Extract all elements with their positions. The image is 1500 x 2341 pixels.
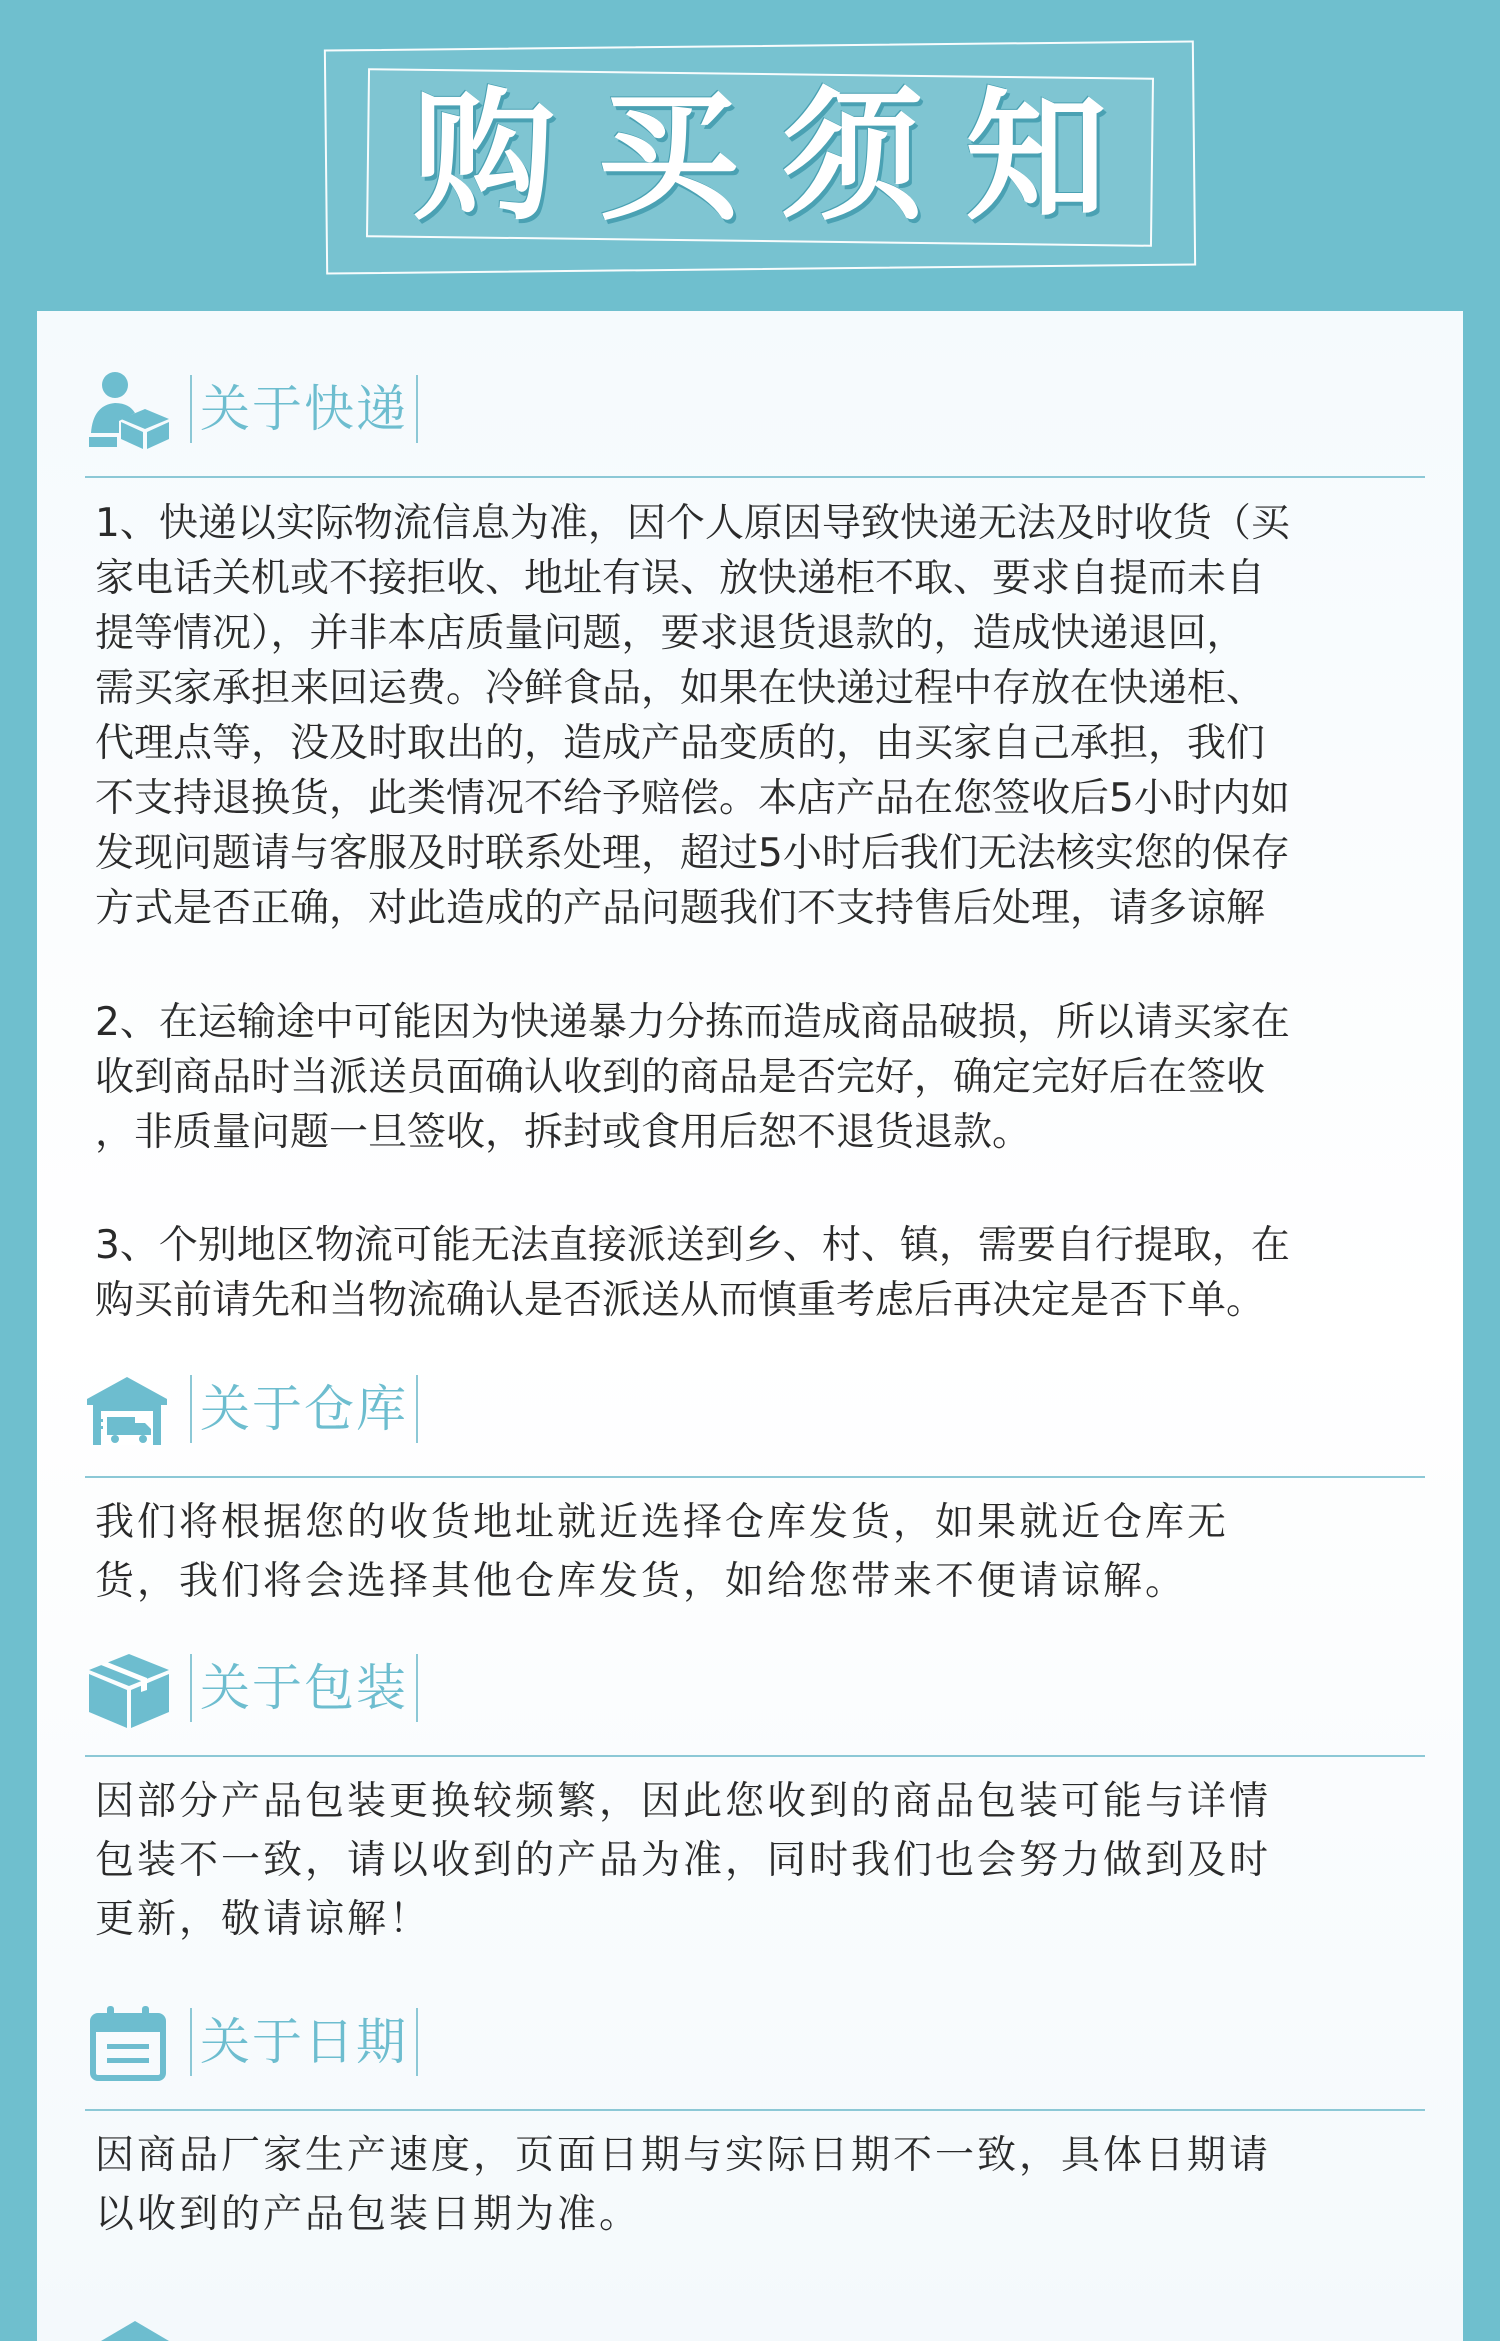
section-divider [85,476,1425,478]
section-title-frame [190,1375,418,1443]
text-line: 收到商品时当派送员面确认收到的商品是否完好，确定完好后在签收 [95,1055,1266,1100]
section-divider [85,1755,1425,1757]
package-box-icon [85,1650,175,1730]
section-header [85,1361,1425,1461]
section-title-frame [190,2008,418,2076]
text-line: 1、快递以实际物流信息为准，因个人原因导致快递无法及时收货（买 [95,501,1290,546]
text-line: 方式是否正确，对此造成的产品问题我们不支持售后处理，请多谅解 [95,886,1266,931]
section-divider [85,2109,1425,2111]
section-title: 关于包装 [200,1659,408,1717]
section-divider [85,1476,1425,1478]
text-line: 家电话关机或不接拒收、地址有误、放快递柜不取、要求自提而未自 [95,556,1266,601]
warehouse-truck-icon [85,1371,175,1451]
text-line: 2、在运输途中可能因为快递暴力分拣而造成商品破损，所以请买家在 [95,1000,1290,1045]
text-line: 代理点等，没及时取出的，造成产品变质的，由买家自己承担，我们 [95,721,1266,766]
date-paragraph [95,2126,1467,2244]
text-line: 购买前请先和当物流确认是否派送从而慎重考虑后再决定是否下单。 [95,1278,1266,1323]
text-line: 因商品厂家生产速度，页面日期与实际日期不一致，具体日期请 [95,2133,1272,2178]
calendar-icon [85,2004,175,2084]
text-line: 需买家承担来回运费。冷鲜食品，如果在快递过程中存放在快递柜、 [95,666,1266,711]
page-title: 购买须知 [413,74,1149,240]
section-title-frame [190,1654,418,1722]
warehouse-paragraph [95,1493,1467,1611]
text-line: 包装不一致，请以收到的产品为准，同时我们也会努力做到及时 [95,1838,1272,1883]
courier-with-package-icon [85,371,175,451]
packaging-paragraph [95,1772,1467,1949]
text-line: 以收到的产品包装日期为准。 [95,2192,642,2237]
express-paragraph-1 [95,496,1467,936]
section-header [85,1994,1425,2094]
text-line: 货，我们将会选择其他仓库发货，如给您带来不便请谅解。 [95,1559,1188,1604]
text-line: 因部分产品包装更换较频繁，因此您收到的商品包装可能与详情 [95,1779,1272,1824]
text-line: 发现问题请与客服及时联系处理，超过5小时后我们无法核实您的保存 [95,831,1290,876]
express-paragraph-3 [95,1218,1467,1328]
title-banner [325,45,1195,270]
section-title: 关于仓库 [200,1380,408,1438]
notice-card [37,311,1463,2341]
section-title-frame [190,375,418,443]
section-title: 关于日期 [200,2013,408,2071]
section-header [85,1640,1425,1740]
next-section-icon [91,2315,181,2341]
text-line: 我们将根据您的收货地址就近选择仓库发货，如果就近仓库无 [95,1500,1230,1545]
section-header [85,361,1425,461]
section-title: 关于快递 [200,380,408,438]
express-paragraph-2 [95,995,1467,1160]
text-line: ，非质量问题一旦签收，拆封或食用后恕不退货退款。 [95,1110,1032,1155]
text-line: 3、个别地区物流可能无法直接派送到乡、村、镇，需要自行提取，在 [95,1223,1290,1268]
text-line: 不支持退换货，此类情况不给予赔偿。本店产品在您签收后5小时内如 [95,776,1290,821]
text-line: 更新，敬请谅解！ [95,1897,432,1942]
text-line: 提等情况），并非本店质量问题，要求退货退款的，造成快递退回， [95,611,1246,656]
